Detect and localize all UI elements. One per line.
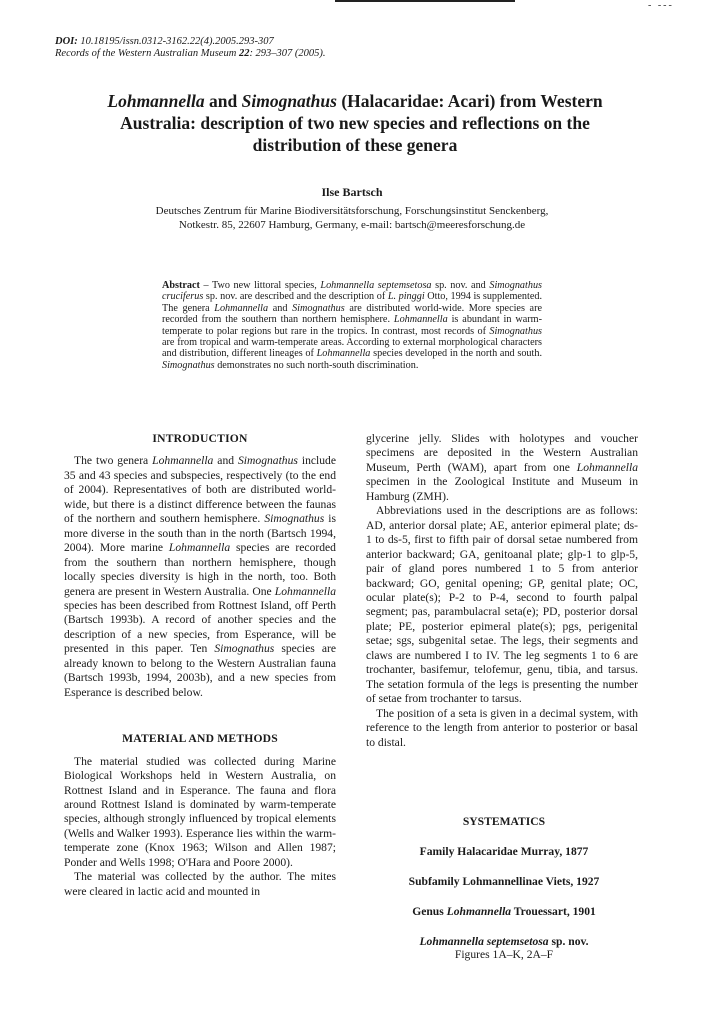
text-run: Simognathus <box>292 302 345 314</box>
right-column <box>366 432 638 750</box>
methods-paragraph-2: The material was collected by the author. The mites were cleared in lactic acid and mounted in <box>64 870 336 898</box>
journal-line <box>55 48 326 60</box>
methods-paragraph-1: The material studied was collected during Marine Biological Workshops held in Western Australia, on Rottnest Island and in Esperance. The fauna and flora around Rottnest Island is dominated by warm-temperate species, although strongly influenced by tropical elements (Wells and Walker 1993). Esperance lies within the warm-temperate zone (Knox 1963; Wilson and Allen 1987; Ponder and Wells 1998; O'Hara and Poore 2000). <box>64 754 336 869</box>
text-run: are distributed world-wide. More species are recorded from the southern than northern hemisphere. <box>162 302 542 326</box>
text-run: Deutsches Zentrum für Marine Biodiversitätsforschung, Forschungsinstitut Senckenberg, <box>155 205 549 217</box>
introduction-paragraph <box>64 454 336 700</box>
text-run: sp. nov. are described and the description of <box>203 291 388 303</box>
text-run: Simognathus <box>162 359 215 371</box>
doi-line <box>55 36 326 48</box>
author-name: Ilse Bartsch <box>321 185 383 199</box>
text-run: specimen in the Zoological Institute and Museum in Hamburg (ZMH). <box>366 475 638 503</box>
text-run: Lohmannella <box>316 348 371 360</box>
methods-heading: MATERIAL AND METHODS <box>122 732 278 746</box>
text-run: Simognathus cruciferus <box>162 280 542 303</box>
text-run: and <box>204 91 242 111</box>
text-run: Simognathus <box>241 91 337 111</box>
subfamily-heading: Subfamily Lohmannellinae Viets, 1927 <box>408 875 600 888</box>
introduction-heading: INTRODUCTION <box>152 432 248 445</box>
text-run: sp. nov. and <box>431 280 490 291</box>
text-run: include 35 and 43 species and subspecies, respectively (to the end of 2004). Representatives of both are distributed world-wide, but there is a distinct difference between the faunas of the northern and southern hemisphere. <box>64 454 336 526</box>
text-run: Lohmannella <box>446 905 512 918</box>
text-run: Lohmannella septemsetosa <box>419 935 549 948</box>
text-run: is abundant in warm-temperate to polar regions but rare in the tropics. In contrast, most records of <box>162 314 542 337</box>
figure-reference: Figures 1A–K, 2A–F <box>454 948 554 961</box>
paper-title <box>100 90 610 156</box>
text-run: Otto, 1994 is supplemented. The genera <box>162 291 542 314</box>
top-rule <box>335 0 515 2</box>
text-run: and <box>213 454 238 468</box>
abstract-label: Abstract <box>162 280 200 291</box>
text-run: species developed in the north and south. <box>370 348 542 360</box>
text-run: Lohmannella <box>274 584 336 598</box>
text-run: Simognathus <box>264 512 325 526</box>
text-run: Lohmannella septemsetosa <box>320 280 432 291</box>
text-run: Lohmannella <box>214 302 269 314</box>
text-run: (Halacaridae: Acari) from Western Australia: description of two new species and reflections on the distribution of these genera <box>120 91 603 155</box>
text-run: are from tropical and warm-temperate areas. According to external morphological characters and distribution, different lineages of <box>162 337 542 360</box>
text-run: is more diverse in the south than in the north (Bartsch 1994, 2004). More marine <box>64 512 336 555</box>
text-run: Lohmannella <box>576 460 638 474</box>
text-run: Lohmannella <box>168 541 231 555</box>
text-run: and <box>268 302 293 314</box>
seta-position-paragraph: The position of a seta is given in a decimal system, with reference to the length from anterior to posterior or basal to distal. <box>366 706 638 749</box>
genus-heading <box>366 905 642 918</box>
text-run: species has been described from Rottnest Island, off Perth (Bartsch 1993b). A record of another species and the description of a new species, from Esperance, will be presented in this paper. Ten <box>64 598 336 656</box>
text-run: species are recorded from the southern than northern hemisphere, though locally species diversity is high in the north, too. Both genera are present in Western Australia. One <box>64 541 336 598</box>
text-run: L. pinggi <box>387 291 425 303</box>
text-run: Simognathus <box>238 454 298 468</box>
text-run: DOI: <box>55 36 78 47</box>
systematics-heading: SYSTEMATICS <box>462 815 546 828</box>
text-run: glycerine jelly. Slides with holotypes and voucher specimens are deposited in the Western Australian Museum, Perth (WAM), apart from one <box>366 432 638 474</box>
abstract <box>162 280 542 371</box>
text-run: Simognathus <box>214 642 275 656</box>
family-heading: Family Halacaridae Murray, 1877 <box>419 845 589 858</box>
text-run: Notkestr. 85, 22607 Hamburg, Germany, e-mail: bartsch@meeresforschung.de <box>178 219 526 231</box>
systematics-section <box>366 815 642 961</box>
species-heading <box>366 935 642 948</box>
text-run: demonstrates no such north-south discrimination. <box>214 359 419 371</box>
text-run: Genus <box>412 905 447 918</box>
corner-mark: - --- <box>648 0 674 11</box>
text-run: Lohmannella <box>107 91 205 111</box>
doi: 10.18195/issn.0312-3162.22(4).2005.293-307 <box>80 36 274 47</box>
text-run: – Two new littoral species, <box>199 280 321 291</box>
methods-continued <box>366 432 638 504</box>
text-run: Trouessart, 1901 <box>511 905 596 918</box>
left-column <box>64 432 336 899</box>
text-run: Simognathus <box>489 325 542 337</box>
text-run: species are already known to belong to the Western Australian fauna (Bartsch 1993b, 1994, 2003b), and a new species from Esperance is described below. <box>64 642 336 699</box>
citation-header <box>55 36 326 60</box>
text-run: Lohmannella <box>152 454 214 468</box>
pages: : 293–307 (2005). <box>249 48 326 59</box>
author-affiliation <box>120 204 584 232</box>
text-run: The two genera <box>74 454 153 468</box>
journal-name: Records of the Western Australian Museum <box>55 48 237 59</box>
abbreviations-paragraph: Abbreviations used in the descriptions are as follows: AD, anterior dorsal plate; AE, anterior epimeral plate; ds-1 to ds-5, first to fifth pair of dorsal setae numbered from anterior backward; GA, genitoanal plate; glp-1 to glp-5, pair of gland pores numbered 1 to 5 from anterior backward; GO, genital opening; GP, genital plate; OC, ocular plate(s); P-2 to P-4, second to fourth palpal segment; pas, parambulacral seta(e); PD, posterior dorsal plate; PE, posterior epimeral plate(s); pgs, perigenital setae; sgs, subgenital setae. The legs, their segments and claws are numbered I to IV. The leg segments 1 to 6 are trochanter, basifemur, telofemur, genu, tibia, and tarsus. The setation formula of the legs is presenting the number of setae from trochanter to tarsus. <box>366 504 638 706</box>
volume: 22 <box>238 48 250 59</box>
text-run: sp. nov. <box>548 935 589 948</box>
text-run: Lohmannella <box>393 314 448 326</box>
